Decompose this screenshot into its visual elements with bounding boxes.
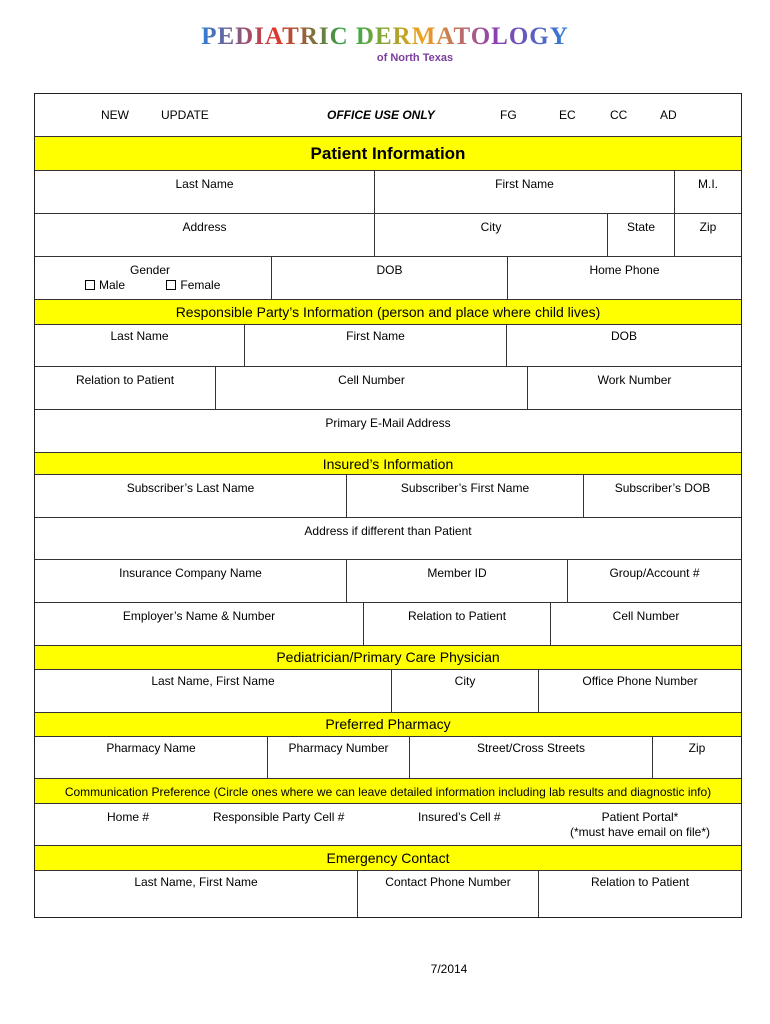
insured-relation-field[interactable] bbox=[363, 603, 550, 645]
employer-label: Employer’s Name & Number bbox=[122, 609, 276, 623]
insured-cell-label: Cell Number bbox=[612, 609, 680, 623]
form-date: 7/2014 bbox=[430, 962, 468, 976]
patient-state-label: State bbox=[626, 220, 656, 234]
subscriber-first-name-label: Subscriber’s First Name bbox=[400, 481, 530, 495]
emergency-phone-field[interactable] bbox=[357, 871, 538, 917]
emergency-name-label: Last Name, First Name bbox=[134, 875, 258, 889]
insurance-company-label: Insurance Company Name bbox=[119, 566, 262, 580]
member-id-field[interactable] bbox=[346, 560, 567, 602]
physician-name-field[interactable] bbox=[35, 670, 391, 712]
subscriber-last-name-label: Subscriber’s Last Name bbox=[126, 481, 255, 495]
responsible-cell-label: Cell Number bbox=[338, 373, 405, 387]
patient-address-row bbox=[35, 213, 741, 256]
insured-relation-label: Relation to Patient bbox=[407, 609, 507, 623]
insured-header bbox=[35, 452, 741, 474]
male-label: Male bbox=[99, 278, 126, 292]
responsible-cell-field[interactable] bbox=[215, 367, 527, 409]
emergency-relation-field[interactable] bbox=[538, 871, 741, 917]
patient-gender-label: Gender bbox=[129, 263, 171, 277]
responsible-cell-option[interactable]: Responsible Party Cell # bbox=[213, 810, 345, 824]
home-phone-option[interactable]: Home # bbox=[107, 810, 150, 824]
subscriber-dob-label: Subscriber’s DOB bbox=[614, 481, 711, 495]
emergency-row bbox=[35, 870, 741, 917]
responsible-email-row bbox=[35, 409, 741, 452]
pharmacy-zip-label: Zip bbox=[688, 741, 706, 755]
patient-address-field[interactable] bbox=[35, 214, 374, 256]
pharmacy-name-field[interactable] bbox=[35, 737, 267, 778]
insured-address-row bbox=[35, 517, 741, 559]
responsible-phone-row bbox=[35, 366, 741, 409]
patient-address-label: Address bbox=[182, 220, 227, 234]
patient-first-name-label: First Name bbox=[495, 177, 554, 191]
patient-info-header bbox=[35, 136, 741, 170]
physician-city-field[interactable] bbox=[391, 670, 538, 712]
physician-phone-field[interactable] bbox=[538, 670, 741, 712]
communication-header bbox=[35, 778, 741, 803]
insured-address-field[interactable] bbox=[35, 518, 741, 559]
patient-last-name-field[interactable] bbox=[35, 171, 374, 213]
responsible-last-name-label: Last Name bbox=[110, 329, 169, 343]
logo bbox=[0, 22, 770, 64]
patient-zip-label: Zip bbox=[699, 220, 717, 234]
patient-gender-field bbox=[35, 257, 271, 299]
male-checkbox-icon bbox=[85, 280, 95, 290]
insured-title: Insured’s Information bbox=[322, 456, 454, 472]
patient-mi-field[interactable] bbox=[674, 171, 741, 213]
pharmacy-name-label: Pharmacy Name bbox=[106, 741, 196, 755]
communication-options bbox=[35, 804, 741, 845]
pharmacy-title: Preferred Pharmacy bbox=[325, 716, 451, 732]
responsible-relation-field[interactable] bbox=[35, 367, 215, 409]
ad-label: AD bbox=[660, 108, 677, 122]
pharmacy-zip-field[interactable] bbox=[652, 737, 741, 778]
pharmacy-header bbox=[35, 712, 741, 736]
emergency-name-field[interactable] bbox=[35, 871, 357, 917]
female-checkbox-icon bbox=[166, 280, 176, 290]
insured-cell-field[interactable] bbox=[550, 603, 741, 645]
office-use-label: OFFICE USE ONLY bbox=[327, 108, 435, 122]
employer-field[interactable] bbox=[35, 603, 363, 645]
patient-dob-field[interactable] bbox=[271, 257, 507, 299]
patient-zip-field[interactable] bbox=[674, 214, 741, 256]
insured-cell-option[interactable]: Insured’s Cell # bbox=[418, 810, 501, 824]
patient-name-row bbox=[35, 170, 741, 213]
office-use-row bbox=[35, 94, 741, 136]
physician-title: Pediatrician/Primary Care Physician bbox=[276, 649, 500, 665]
patient-gender-row bbox=[35, 256, 741, 299]
responsible-first-name-label: First Name bbox=[346, 329, 405, 343]
responsible-last-name-field[interactable] bbox=[35, 325, 244, 366]
footer bbox=[0, 962, 770, 976]
subscriber-last-name-field[interactable] bbox=[35, 475, 346, 517]
insured-address-label: Address if different than Patient bbox=[304, 524, 472, 538]
employer-row bbox=[35, 602, 741, 645]
emergency-header bbox=[35, 845, 741, 870]
responsible-relation-label: Relation to Patient bbox=[75, 373, 175, 387]
communication-row bbox=[35, 803, 741, 845]
group-account-field[interactable] bbox=[567, 560, 741, 602]
pharmacy-number-field[interactable] bbox=[267, 737, 409, 778]
patient-city-field[interactable] bbox=[374, 214, 607, 256]
responsible-work-label: Work Number bbox=[597, 373, 672, 387]
physician-phone-label: Office Phone Number bbox=[582, 674, 698, 688]
responsible-email-label: Primary E-Mail Address bbox=[325, 416, 451, 430]
patient-portal-note: (*must have email on file*) bbox=[569, 825, 711, 839]
patient-home-phone-field[interactable] bbox=[507, 257, 741, 299]
logo-subtitle: of North Texas bbox=[376, 52, 454, 64]
pharmacy-street-label: Street/Cross Streets bbox=[476, 741, 586, 755]
emergency-relation-label: Relation to Patient bbox=[590, 875, 690, 889]
emergency-title: Emergency Contact bbox=[326, 850, 450, 866]
responsible-title: Responsible Party’s Information (person and place where child lives) bbox=[175, 304, 601, 320]
physician-name-label: Last Name, First Name bbox=[151, 674, 275, 688]
new-label: NEW bbox=[101, 108, 129, 122]
pharmacy-street-field[interactable] bbox=[409, 737, 652, 778]
subscriber-first-name-field[interactable] bbox=[346, 475, 583, 517]
insurance-company-row bbox=[35, 559, 741, 602]
pharmacy-row bbox=[35, 736, 741, 778]
responsible-name-row bbox=[35, 324, 741, 366]
logo-title: PEDIATRIC DERMATOLOGY bbox=[201, 23, 569, 50]
patient-dob-label: DOB bbox=[376, 263, 403, 277]
responsible-first-name-field[interactable] bbox=[244, 325, 506, 366]
responsible-header bbox=[35, 299, 741, 324]
update-label: UPDATE bbox=[161, 108, 209, 122]
physician-city-label: City bbox=[454, 674, 476, 688]
emergency-phone-label: Contact Phone Number bbox=[385, 875, 511, 889]
responsible-work-field[interactable] bbox=[527, 367, 741, 409]
patient-home-phone-label: Home Phone bbox=[589, 263, 660, 277]
insurance-company-field[interactable] bbox=[35, 560, 346, 602]
insured-subscriber-row bbox=[35, 474, 741, 517]
responsible-email-field[interactable] bbox=[35, 410, 741, 452]
pharmacy-number-label: Pharmacy Number bbox=[288, 741, 389, 755]
female-checkbox[interactable] bbox=[166, 278, 220, 292]
patient-city-label: City bbox=[480, 220, 502, 234]
member-id-label: Member ID bbox=[427, 566, 487, 580]
group-account-label: Group/Account # bbox=[609, 566, 700, 580]
patient-info-title: Patient Information bbox=[310, 144, 466, 163]
male-checkbox[interactable] bbox=[85, 278, 125, 292]
responsible-dob-label: DOB bbox=[610, 329, 637, 343]
subscriber-dob-field[interactable] bbox=[583, 475, 741, 517]
fg-label: FG bbox=[500, 108, 517, 122]
patient-state-field[interactable] bbox=[607, 214, 674, 256]
patient-mi-label: M.I. bbox=[698, 177, 718, 191]
communication-title: Communication Preference (Circle ones where we can leave detailed information including lab results and diagnostic info) bbox=[64, 785, 712, 799]
patient-portal-option[interactable] bbox=[555, 810, 725, 840]
physician-row bbox=[35, 669, 741, 712]
patient-last-name-label: Last Name bbox=[175, 177, 234, 191]
ec-label: EC bbox=[559, 108, 576, 122]
cc-label: CC bbox=[610, 108, 628, 122]
patient-portal-label: Patient Portal* bbox=[601, 810, 679, 824]
responsible-dob-field[interactable] bbox=[506, 325, 741, 366]
patient-first-name-field[interactable] bbox=[374, 171, 674, 213]
patient-form bbox=[34, 93, 742, 918]
female-label: Female bbox=[180, 278, 221, 292]
physician-header bbox=[35, 645, 741, 669]
